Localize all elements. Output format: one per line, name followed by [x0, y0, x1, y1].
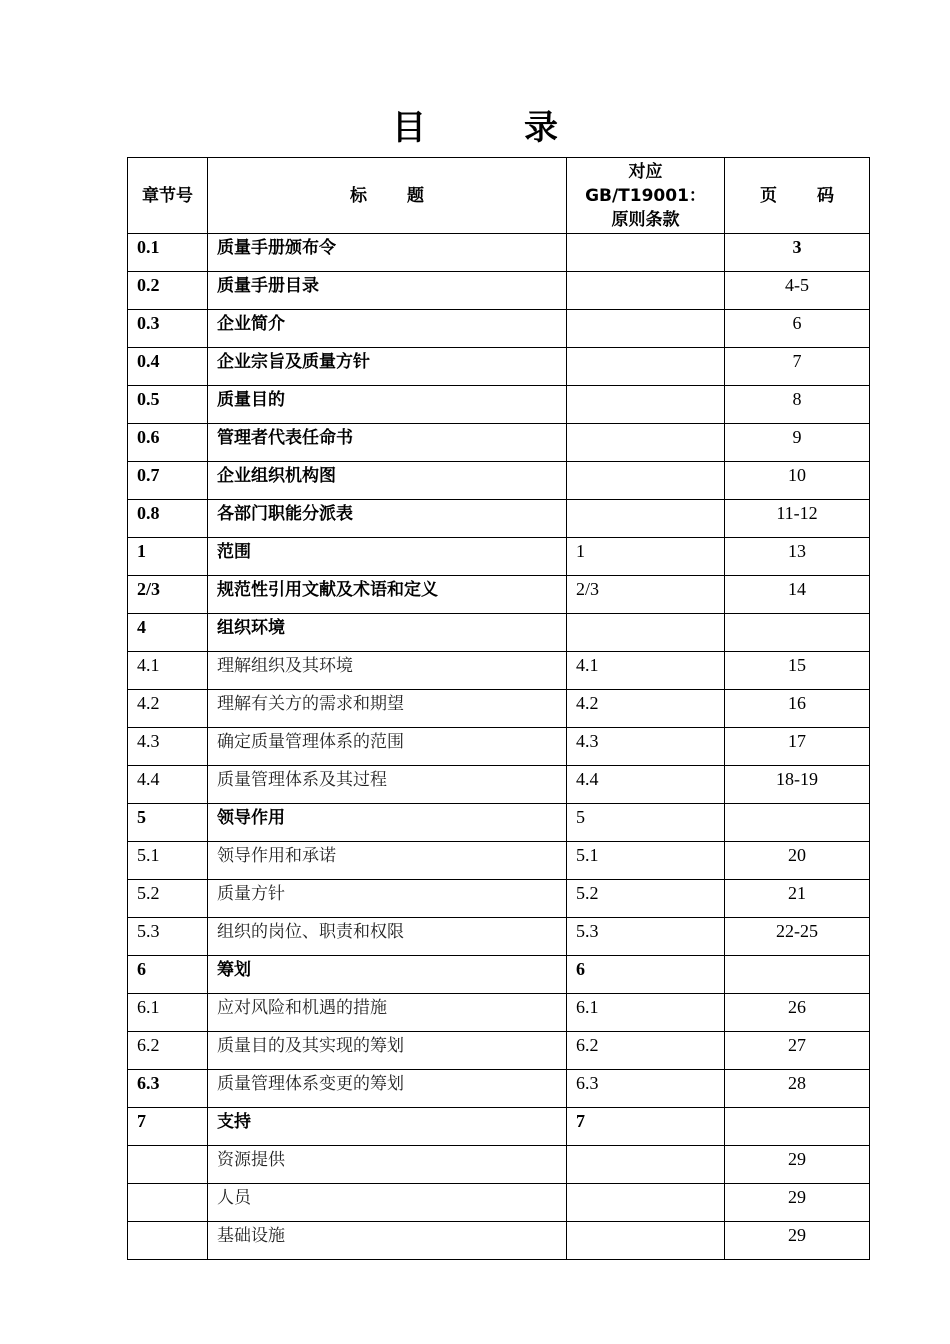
- clause-ref-cell: [567, 576, 725, 614]
- page-number: 15: [788, 655, 806, 675]
- section-title: 质量管理体系及其过程: [217, 770, 387, 790]
- section-title: 质量手册颁布令: [217, 238, 336, 258]
- clause-ref-cell: [567, 538, 725, 576]
- chapter-number: 4: [137, 617, 146, 637]
- section-title: 质量手册目录: [217, 276, 319, 296]
- section-title: 各部门职能分派表: [217, 504, 353, 524]
- chapter-number: 0.2: [137, 275, 160, 295]
- chapter-number: 1: [137, 541, 146, 561]
- table-row: [128, 538, 870, 576]
- toc-body: [128, 234, 870, 1260]
- page-number-cell: [725, 842, 870, 880]
- header-title-a: 标: [350, 185, 367, 206]
- page-number: 10: [788, 465, 806, 485]
- chapter-number: 6.1: [137, 997, 160, 1017]
- section-title: 管理者代表任命书: [217, 428, 353, 448]
- clause-ref-cell: [567, 766, 725, 804]
- page-number: 20: [788, 845, 806, 865]
- page-title-part2: 录: [524, 108, 558, 148]
- table-row: [128, 690, 870, 728]
- clause-ref: 6.3: [576, 1073, 599, 1093]
- section-title-cell: [208, 576, 567, 614]
- section-title: 资源提供: [217, 1150, 285, 1170]
- clause-ref-cell: [567, 880, 725, 918]
- section-title-cell: [208, 766, 567, 804]
- chapter-number-cell: [128, 386, 208, 424]
- chapter-number-cell: [128, 1070, 208, 1108]
- clause-ref: 5.2: [576, 883, 599, 903]
- page-number: 18-19: [776, 769, 818, 789]
- clause-ref: 4.4: [576, 769, 599, 789]
- chapter-number: 0.7: [137, 465, 160, 485]
- page-number: 29: [788, 1187, 806, 1207]
- chapter-number-cell: [128, 842, 208, 880]
- section-title-cell: [208, 1146, 567, 1184]
- page-title-part1: 目: [392, 108, 426, 148]
- chapter-number: 4.2: [137, 693, 160, 713]
- page-number: 11-12: [776, 503, 818, 523]
- header-chapter: 章节号: [128, 158, 208, 234]
- section-title: 企业宗旨及质量方针: [217, 352, 370, 372]
- clause-ref-cell: [567, 652, 725, 690]
- section-title: 确定质量管理体系的范围: [217, 732, 404, 752]
- table-row: [128, 272, 870, 310]
- page-number: 3: [792, 237, 802, 257]
- chapter-number: 5.3: [137, 921, 160, 941]
- page-number: 22-25: [776, 921, 818, 941]
- section-title-cell: [208, 728, 567, 766]
- chapter-number: 4.3: [137, 731, 160, 751]
- clause-ref-cell: [567, 234, 725, 272]
- page-number-cell: [725, 310, 870, 348]
- page-number-cell: [725, 576, 870, 614]
- clause-ref-cell: [567, 804, 725, 842]
- clause-ref-cell: [567, 500, 725, 538]
- page-number: 29: [788, 1149, 806, 1169]
- section-title: 企业组织机构图: [217, 466, 336, 486]
- page-number: 26: [788, 997, 806, 1017]
- page-number-cell: [725, 1032, 870, 1070]
- section-title-cell: [208, 652, 567, 690]
- page-number-cell: [725, 1184, 870, 1222]
- section-title: 质量方针: [217, 884, 285, 904]
- chapter-number-cell: [128, 462, 208, 500]
- page-number-cell: [725, 538, 870, 576]
- clause-ref-cell: [567, 1032, 725, 1070]
- clause-ref-cell: [567, 1184, 725, 1222]
- clause-ref-cell: [567, 386, 725, 424]
- page-number-cell: [725, 1108, 870, 1146]
- section-title: 企业简介: [217, 314, 285, 334]
- page-number-cell: [725, 500, 870, 538]
- page-number: 16: [788, 693, 806, 713]
- section-title-cell: [208, 348, 567, 386]
- page-number: 21: [788, 883, 806, 903]
- chapter-number-cell: [128, 310, 208, 348]
- page-number: 27: [788, 1035, 806, 1055]
- chapter-number: 6.2: [137, 1035, 160, 1055]
- table-row: [128, 766, 870, 804]
- section-title-cell: [208, 1108, 567, 1146]
- clause-ref-cell: [567, 272, 725, 310]
- section-title-cell: [208, 804, 567, 842]
- section-title-cell: [208, 918, 567, 956]
- clause-ref: 5.1: [576, 845, 599, 865]
- chapter-number: 6: [137, 959, 146, 979]
- chapter-number: 5: [137, 807, 146, 827]
- header-title-b: 题: [407, 185, 424, 206]
- table-row: [128, 234, 870, 272]
- clause-ref: 6: [576, 959, 585, 979]
- section-title-cell: [208, 994, 567, 1032]
- section-title: 质量管理体系变更的筹划: [217, 1074, 404, 1094]
- section-title-cell: [208, 1184, 567, 1222]
- toc-header-row: [128, 158, 870, 234]
- chapter-number-cell: [128, 652, 208, 690]
- chapter-number-cell: [128, 1108, 208, 1146]
- section-title: 质量目的: [217, 390, 285, 410]
- toc-table: [127, 157, 870, 1260]
- section-title: 人员: [217, 1188, 251, 1208]
- section-title-cell: [208, 690, 567, 728]
- section-title-cell: [208, 500, 567, 538]
- page-number-cell: [725, 1222, 870, 1260]
- page-number: 14: [788, 579, 806, 599]
- page-number-cell: [725, 272, 870, 310]
- section-title-cell: [208, 424, 567, 462]
- chapter-number-cell: [128, 804, 208, 842]
- section-title: 领导作用: [217, 808, 285, 828]
- page-number-cell: [725, 462, 870, 500]
- page-number: 8: [792, 389, 802, 409]
- clause-ref-cell: [567, 424, 725, 462]
- table-row: [128, 880, 870, 918]
- page-number: 28: [788, 1073, 806, 1093]
- section-title-cell: [208, 310, 567, 348]
- section-title-cell: [208, 842, 567, 880]
- table-row: [128, 842, 870, 880]
- table-row: [128, 728, 870, 766]
- chapter-number-cell: [128, 728, 208, 766]
- clause-ref-cell: [567, 842, 725, 880]
- section-title-cell: [208, 1070, 567, 1108]
- chapter-number: 7: [137, 1111, 146, 1131]
- section-title-cell: [208, 538, 567, 576]
- chapter-number: 2/3: [137, 579, 161, 599]
- table-row: [128, 386, 870, 424]
- chapter-number: 0.8: [137, 503, 160, 523]
- section-title: 组织的岗位、职责和权限: [217, 922, 404, 942]
- chapter-number-cell: [128, 538, 208, 576]
- section-title: 理解有关方的需求和期望: [217, 694, 404, 714]
- chapter-number: 5.2: [137, 883, 160, 903]
- page-number-cell: [725, 690, 870, 728]
- clause-ref-cell: [567, 462, 725, 500]
- table-row: [128, 576, 870, 614]
- section-title-cell: [208, 614, 567, 652]
- page-number-cell: [725, 880, 870, 918]
- clause-ref-cell: [567, 1222, 725, 1260]
- chapter-number-cell: [128, 880, 208, 918]
- table-row: [128, 614, 870, 652]
- table-row: [128, 1070, 870, 1108]
- table-row: [128, 1108, 870, 1146]
- page-number-cell: [725, 728, 870, 766]
- chapter-number-cell: [128, 1146, 208, 1184]
- page-number-cell: [725, 1146, 870, 1184]
- table-row: [128, 994, 870, 1032]
- table-row: [128, 424, 870, 462]
- section-title-cell: [208, 1032, 567, 1070]
- clause-ref: 4.1: [576, 655, 599, 675]
- chapter-number-cell: [128, 234, 208, 272]
- chapter-number: 0.4: [137, 351, 160, 371]
- clause-ref-cell: [567, 956, 725, 994]
- clause-ref: 6.2: [576, 1035, 599, 1055]
- table-row: [128, 1146, 870, 1184]
- section-title: 支持: [217, 1112, 251, 1132]
- chapter-number: 0.1: [137, 237, 160, 257]
- page-number-cell: [725, 766, 870, 804]
- chapter-number: 0.6: [137, 427, 160, 447]
- chapter-number: 5.1: [137, 845, 160, 865]
- clause-ref-cell: [567, 728, 725, 766]
- chapter-number-cell: [128, 614, 208, 652]
- page-number-cell: [725, 348, 870, 386]
- section-title-cell: [208, 956, 567, 994]
- chapter-number: 4.4: [137, 769, 160, 789]
- page-number-cell: [725, 994, 870, 1032]
- section-title-cell: [208, 272, 567, 310]
- page-number-cell: [725, 652, 870, 690]
- page-number: 4-5: [785, 275, 809, 295]
- header-page: [725, 158, 870, 234]
- page-number-cell: [725, 804, 870, 842]
- clause-ref: 5: [576, 807, 585, 827]
- chapter-number-cell: [128, 994, 208, 1032]
- chapter-number: 0.3: [137, 313, 160, 333]
- table-row: [128, 956, 870, 994]
- header-clause-text: 对应GB/T19001：原则条款: [585, 161, 706, 230]
- chapter-number-cell: [128, 348, 208, 386]
- chapter-number-cell: [128, 1032, 208, 1070]
- chapter-number-cell: [128, 766, 208, 804]
- section-title-cell: [208, 462, 567, 500]
- chapter-number-cell: [128, 272, 208, 310]
- chapter-number-cell: [128, 424, 208, 462]
- chapter-number-cell: [128, 576, 208, 614]
- section-title: 基础设施: [217, 1226, 285, 1246]
- clause-ref-cell: [567, 310, 725, 348]
- chapter-number-cell: [128, 1222, 208, 1260]
- table-row: [128, 1184, 870, 1222]
- page-number-cell: [725, 1070, 870, 1108]
- table-row: [128, 1032, 870, 1070]
- page-number-cell: [725, 918, 870, 956]
- header-page-a: 页: [760, 185, 777, 206]
- table-row: [128, 804, 870, 842]
- table-row: [128, 462, 870, 500]
- section-title: 范围: [217, 542, 251, 562]
- clause-ref-cell: [567, 918, 725, 956]
- page-number: 17: [788, 731, 806, 751]
- table-row: [128, 652, 870, 690]
- section-title-cell: [208, 1222, 567, 1260]
- section-title: 规范性引用文献及术语和定义: [217, 580, 438, 600]
- section-title: 筹划: [217, 960, 251, 980]
- clause-ref: 2/3: [576, 579, 600, 599]
- section-title: 应对风险和机遇的措施: [217, 998, 387, 1018]
- table-row: [128, 348, 870, 386]
- table-row: [128, 310, 870, 348]
- clause-ref-cell: [567, 1070, 725, 1108]
- clause-ref-cell: [567, 1108, 725, 1146]
- chapter-number-cell: [128, 1184, 208, 1222]
- page-number-cell: [725, 424, 870, 462]
- section-title: 质量目的及其实现的筹划: [217, 1036, 404, 1056]
- chapter-number-cell: [128, 690, 208, 728]
- page-number-cell: [725, 614, 870, 652]
- section-title-cell: [208, 386, 567, 424]
- clause-ref: 6.1: [576, 997, 599, 1017]
- clause-ref: 1: [576, 541, 585, 561]
- table-row: [128, 918, 870, 956]
- page-number: 29: [788, 1225, 806, 1245]
- page-number: 9: [792, 427, 802, 447]
- clause-ref-cell: [567, 1146, 725, 1184]
- section-title-cell: [208, 234, 567, 272]
- chapter-number: 4.1: [137, 655, 160, 675]
- section-title: 领导作用和承诺: [217, 846, 336, 866]
- chapter-number: 6.3: [137, 1073, 160, 1093]
- chapter-number: 0.5: [137, 389, 160, 409]
- clause-ref-cell: [567, 614, 725, 652]
- header-clause: [567, 158, 725, 234]
- chapter-number-cell: [128, 500, 208, 538]
- header-title: [208, 158, 567, 234]
- clause-ref: 7: [576, 1111, 585, 1131]
- table-row: [128, 500, 870, 538]
- clause-ref-cell: [567, 690, 725, 728]
- chapter-number-cell: [128, 956, 208, 994]
- page-number: 7: [792, 351, 802, 371]
- clause-ref: 4.3: [576, 731, 599, 751]
- section-title: 组织环境: [217, 618, 285, 638]
- section-title: 理解组织及其环境: [217, 656, 353, 676]
- page-number: 13: [788, 541, 806, 561]
- page-number-cell: [725, 956, 870, 994]
- page-number-cell: [725, 386, 870, 424]
- page-number-cell: [725, 234, 870, 272]
- clause-ref: 4.2: [576, 693, 599, 713]
- clause-ref-cell: [567, 994, 725, 1032]
- chapter-number-cell: [128, 918, 208, 956]
- header-page-b: 码: [817, 185, 834, 206]
- clause-ref: 5.3: [576, 921, 599, 941]
- page-title: [0, 100, 950, 149]
- section-title-cell: [208, 880, 567, 918]
- page-number: 6: [792, 313, 802, 333]
- table-row: [128, 1222, 870, 1260]
- clause-ref-cell: [567, 348, 725, 386]
